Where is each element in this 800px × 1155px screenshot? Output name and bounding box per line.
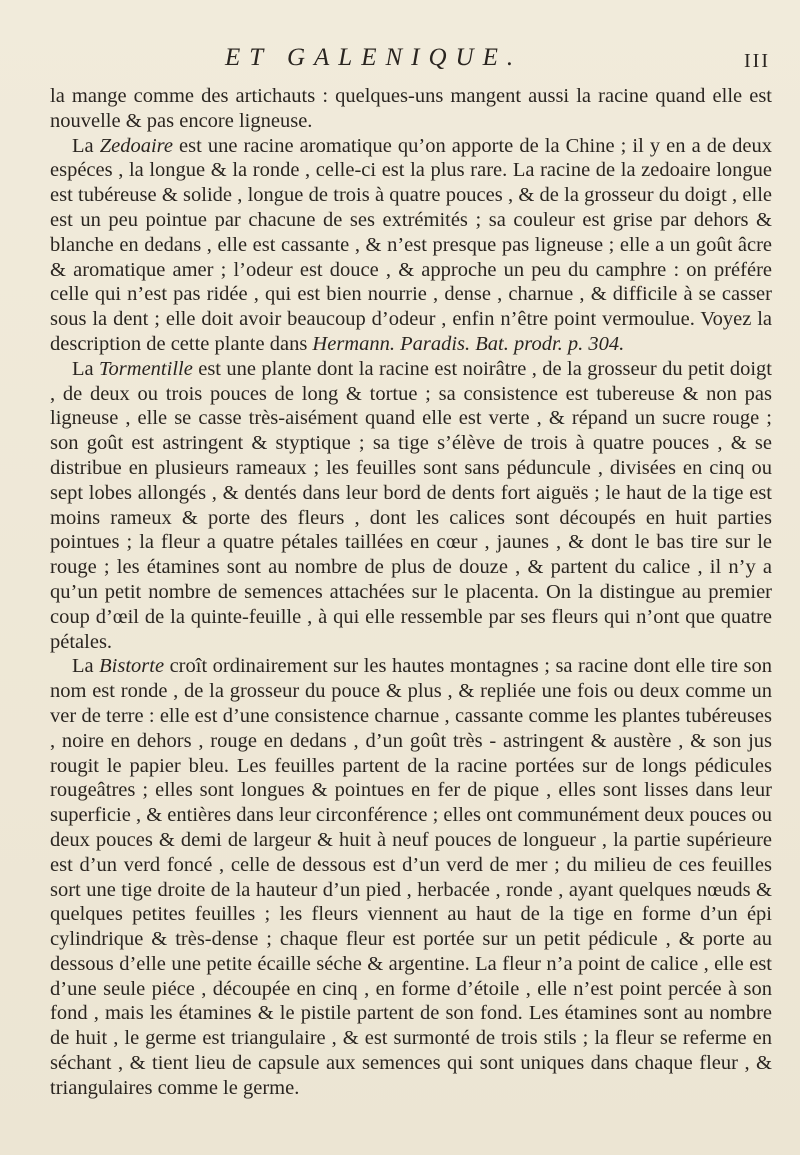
paragraph-tormentille <box>50 357 772 655</box>
page-number: III <box>744 50 770 72</box>
italic-text: Tormentille <box>99 357 193 380</box>
paragraph-bistorte <box>50 654 772 1100</box>
italic-text: Bistorte <box>99 655 165 678</box>
italic-text: Zedoaire <box>99 134 173 157</box>
text-segment: est une racine aromatique qu’on apporte de la Chine ; il y en a de deux espéces , la longue & la ronde , celle-ci est la plus rare. La racine de la zedoaire longue est tubéreuse & solide , longue de trois à quatre pouces , & de la grosseur du doigt , elle est un peu pointue par chacune de ses extrémités ; sa couleur est grise par dehors & blanche en dedans , elle est cassante , & n’est presque pas ligneuse ; elle a un goût âcre & aromatique amer ; l’odeur est douce , & approche un peu du camphre : on préfére celle qui n’est pas ridée , qui est bien nourrie , dense , charnue , & difficile à se casser sous la dent ; elle doit avoir beaucoup d’odeur , enfin n’être point vermoulue. Voyez la description de cette plante dans <box>50 134 772 355</box>
running-title: ET GALENIQUE. <box>225 44 523 71</box>
text-segment: la mange comme des artichauts : quelques-uns mangent aussi la racine quand elle est nouvelle & pas encore ligneuse. <box>50 85 772 132</box>
text-segment: La <box>72 134 100 157</box>
running-head <box>50 44 770 80</box>
body-text <box>50 84 772 1101</box>
paragraph-artichoke-continued <box>50 84 772 134</box>
text-segment: croît ordinairement sur les hautes montagnes ; sa racine dont elle tire son nom est ronde , de la grosseur du pouce & plus , & repliée une fois ou deux comme un ver de terre : elle est d’une consistence charnue , cassante comme les plantes tubéreuses , noire en dehors , rouge en dedans , d’un goût très - astringent & austère , & son jus rougit le papier bleu. Les feuilles partent de la racine portées sur de longs pédicules rougeâtres ; elles sont longues & pointues en fer de pique , elles sont lisses dans leur superficie , & entières dans leur circonférence ; elles ont communément deux pouces ou deux pouces & demi de largeur & huit à neuf pouces de longueur , la partie supérieure est d’un verd foncé , celle de dessous est d’un verd de mer ; du milieu de ces feuilles sort une tige droite de la hauteur d’un pied , herbacée , ronde , ayant quelques nœuds & quelques petites feuilles ; les fleurs viennent au haut de la tige en forme d’un épi cylindrique & très-dense ; chaque fleur est portée sur un petit pédicule , & porte au dessous d’elle une petite écaille séche & argentine. La fleur n’a point de calice , elle est d’une seule piéce , découpée en cinq , en forme d’étoile , elle n’est point percée à son fond , mais les étamines & le pistile partent de son fond. Les étamines sont au nombre de huit , le germe est triangulaire , & est surmonté de trois stils ; la fleur se referme en séchant , & tient lieu de capsule aux semences qui sont uniques dans chaque fleur , & triangulaires comme le germe. <box>50 655 772 1099</box>
text-segment: La <box>72 655 100 678</box>
italic-text: Hermann. Paradis. Bat. prodr. p. 304. <box>312 332 625 355</box>
paragraph-zedoaire <box>50 134 772 357</box>
text-segment: est une plante dont la racine est noirâtre , de la grosseur du petit doigt , de deux ou trois pouces de long & tortue ; sa consistence est tubereuse & non pas ligneuse , elle se casse très-aisément quand elle est verte , & répand un sucre rouge ; son goût est astringent & styptique ; sa tige s’élève de trois à quatre pouces , & se distribue en plusieurs rameaux ; les feuilles sont sans péduncule , divisées en cinq ou sept lobes allongés , & dentés dans leur bord de dents fort aiguës ; le haut de la tige est moins rameux & porte des fleurs , dont les calices sont découpés en huit parties pointues ; la fleur a quatre pétales taillées en cœur , jaunes , & dont le bas tire sur le rouge ; les étamines sont au nombre de plus de douze , & partent du calice , il n’y a qu’un petit nombre de semences attachées sur le placenta. On la distingue au premier coup d’œil de la quinte-feuille , à qui elle ressemble par ses fleurs qui n’ont que quatre pétales. <box>50 357 772 653</box>
text-segment: La <box>72 357 100 380</box>
